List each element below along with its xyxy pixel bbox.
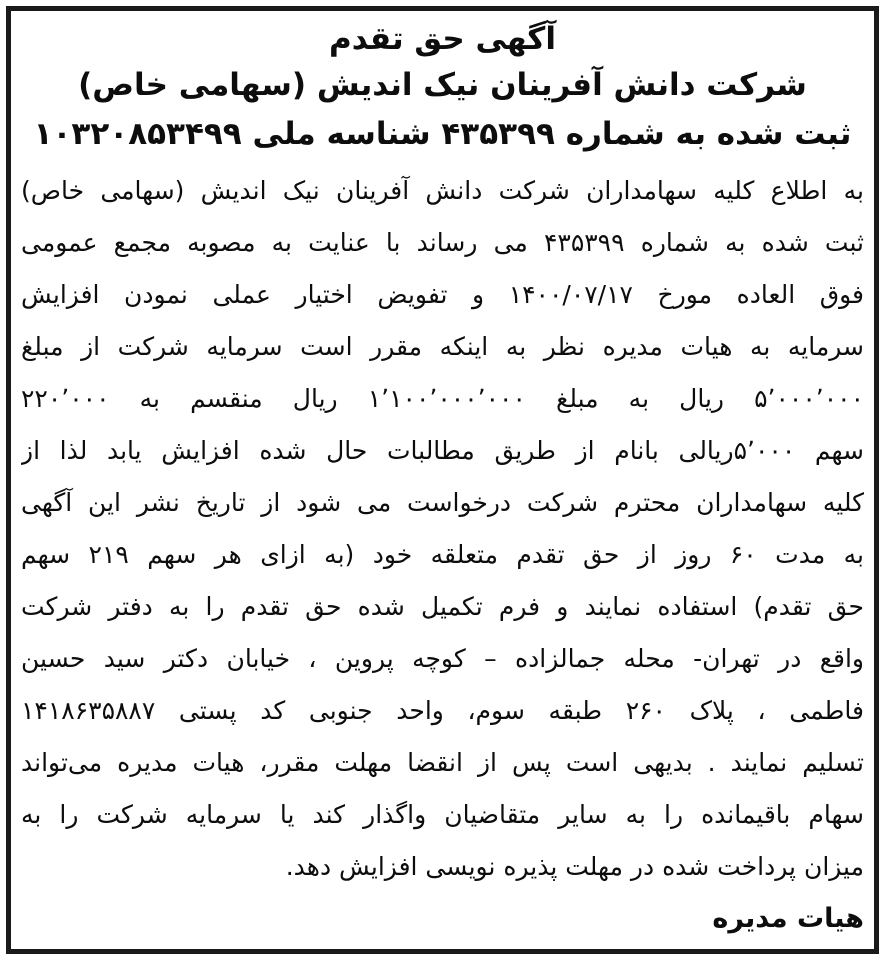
headline-registration-info: ثبت شده به شماره ۴۳۵۳۹۹ شناسه ملی ۱۰۳۲۰۸۵۳۴۹۹ <box>33 116 852 152</box>
advertisement-content <box>11 11 874 949</box>
body-line: واقع در تهران- محله جمالزاده – کوچه پروین ، خیابان دکتر سید حسین <box>21 644 864 673</box>
body-line: ۵٬۰۰۰٬۰۰۰ ریال به مبلغ ۱٬۱۰۰٬۰۰۰٬۰۰۰ ریال منقسم به ۲۲۰٬۰۰۰ <box>21 384 864 413</box>
body-line: سهام باقیمانده را به سایر متقاضیان واگذار کند یا سرمایه شرکت را به <box>21 800 864 829</box>
body-line: فاطمی ، پلاک ۲۶۰ طبقه سوم، واحد جنوبی کد پستی ۱۴۱۸۶۳۵۸۸۷ <box>21 696 864 725</box>
advertisement-headline <box>21 17 864 159</box>
headline-company-name: شرکت دانش آفرینان نیک اندیش (سهامی خاص) <box>78 67 807 103</box>
body-line: کلیه سهامداران محترم شرکت درخواست می شود از تاریخ نشر این آگهی <box>21 488 864 517</box>
body-line: تسلیم نمایند . بدیهی است پس از انقضا مهلت مقرر، هیات مدیره می‌تواند <box>21 748 864 777</box>
body-line: به مدت ۶۰ روز از حق تقدم متعلقه خود (به ازای هر سهم ۲۱۹ سهم <box>21 540 864 569</box>
body-line: به اطلاع کلیه سهامداران شرکت دانش آفرینان نیک اندیش (سهامی خاص) <box>21 176 864 205</box>
body-line: سرمایه به هیات مدیره نظر به اینکه مقرر است سرمایه شرکت از مبلغ <box>21 332 864 361</box>
body-line: فوق العاده مورخ ۱۴۰۰/۰۷/۱۷ و تفویض اختیار عملی نمودن افزایش <box>21 280 864 309</box>
body-line: سهم ۵٬۰۰۰ریالی بانام از طریق مطالبات حال شده افزایش یابد لذا از <box>21 436 864 465</box>
body-line: میزان پرداخت شده در مهلت پذیره نویسی افزایش دهد. <box>285 852 864 881</box>
signature-board-of-directors: هیات مدیره <box>712 903 864 934</box>
body-line: ثبت شده به شماره ۴۳۵۳۹۹ می رساند با عنایت به مصوبه مجمع عمومی <box>21 228 864 257</box>
advertisement-body <box>21 165 864 893</box>
body-line: حق تقدم) استفاده نمایند و فرم تکمیل شده حق تقدم را به دفتر شرکت <box>21 592 864 621</box>
headline-title: آگهی حق تقدم <box>329 21 556 57</box>
